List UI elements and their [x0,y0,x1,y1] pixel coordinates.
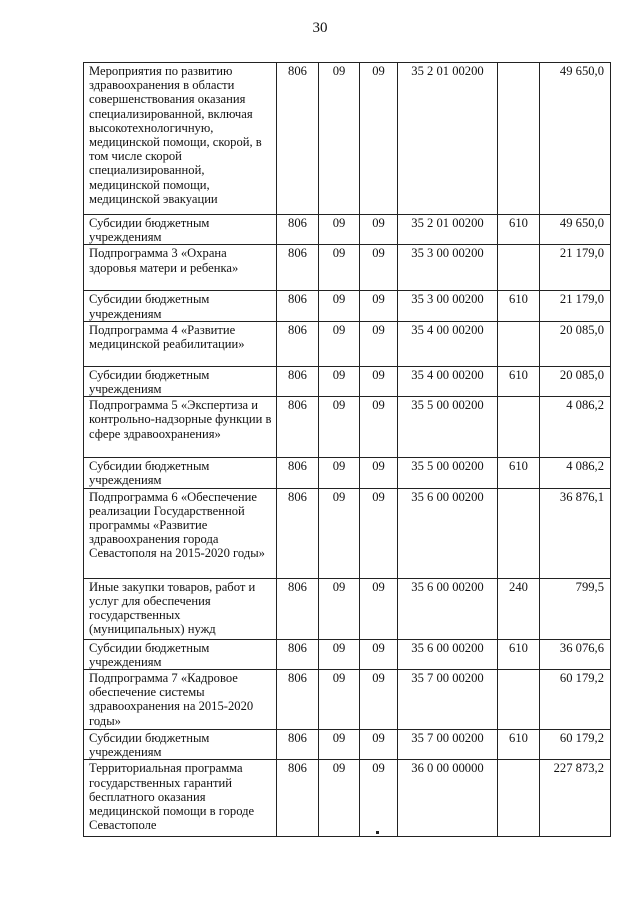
table-row [84,488,611,578]
expense-type-code [498,63,540,215]
target-article-code: 35 6 00 00200 [398,639,498,669]
row-name: Территориальная программа государственных гарантий бесплатного оказания медицинской помощи в городе Севастополе [84,760,277,837]
table-row [84,291,611,321]
target-article-code: 35 6 00 00200 [398,488,498,578]
table-row [84,670,611,730]
budget-table [83,62,611,837]
amount: 60 179,2 [540,730,611,760]
table-row [84,245,611,291]
row-name: Субсидии бюджетным учреждениям [84,730,277,760]
row-name: Иные закупки товаров, работ и услуг для обеспечения государственных (муниципальных) нужд [84,578,277,639]
subsection-code: 09 [360,670,398,730]
subsection-code: 09 [360,639,398,669]
row-name: Мероприятия по развитию здравоохранения в области совершенствования оказания специализированной, включая высокотехнологичную, медицинской помощи, скорой, в том числе скорой специализированной, медицинской помощи, медицинской эвакуации [84,63,277,215]
section-code: 09 [319,760,360,837]
target-article-code: 35 2 01 00200 [398,63,498,215]
row-name: Субсидии бюджетным учреждениям [84,215,277,245]
scan-speck [376,831,379,834]
ministry-code: 806 [277,670,319,730]
amount: 36 076,6 [540,639,611,669]
subsection-code: 09 [360,63,398,215]
ministry-code: 806 [277,245,319,291]
target-article-code: 35 5 00 00200 [398,397,498,458]
target-article-code: 35 4 00 00200 [398,366,498,396]
ministry-code: 806 [277,639,319,669]
ministry-code: 806 [277,215,319,245]
section-code: 09 [319,63,360,215]
target-article-code: 35 2 01 00200 [398,215,498,245]
section-code: 09 [319,397,360,458]
table-row [84,63,611,215]
subsection-code: 09 [360,760,398,837]
target-article-code: 35 7 00 00200 [398,670,498,730]
expense-type-code [498,488,540,578]
subsection-code: 09 [360,366,398,396]
ministry-code: 806 [277,397,319,458]
subsection-code: 09 [360,245,398,291]
ministry-code: 806 [277,63,319,215]
table-row [84,578,611,639]
amount: 49 650,0 [540,215,611,245]
table-row [84,366,611,396]
row-name: Подпрограмма 4 «Развитие медицинской реабилитации» [84,321,277,366]
section-code: 09 [319,321,360,366]
expense-type-code [498,321,540,366]
target-article-code: 35 3 00 00200 [398,245,498,291]
section-code: 09 [319,458,360,488]
ministry-code: 806 [277,321,319,366]
amount: 21 179,0 [540,245,611,291]
row-name: Подпрограмма 6 «Обеспечение реализации Государственной программы «Развитие здравоохранения города Севастополя на 2015-2020 годы» [84,488,277,578]
subsection-code: 09 [360,215,398,245]
expense-type-code: 610 [498,291,540,321]
expense-type-code: 610 [498,458,540,488]
expense-type-code: 610 [498,639,540,669]
table-row [84,730,611,760]
target-article-code: 36 0 00 00000 [398,760,498,837]
row-name: Подпрограмма 7 «Кадровое обеспечение системы здравоохранения на 2015-2020 годы» [84,670,277,730]
expense-type-code: 610 [498,366,540,396]
target-article-code: 35 7 00 00200 [398,730,498,760]
row-name: Субсидии бюджетным учреждениям [84,291,277,321]
amount: 4 086,2 [540,458,611,488]
amount: 799,5 [540,578,611,639]
section-code: 09 [319,578,360,639]
expense-type-code: 240 [498,578,540,639]
ministry-code: 806 [277,730,319,760]
section-code: 09 [319,245,360,291]
row-name: Субсидии бюджетным учреждениям [84,458,277,488]
expense-type-code [498,397,540,458]
target-article-code: 35 3 00 00200 [398,291,498,321]
row-name: Подпрограмма 3 «Охрана здоровья матери и ребенка» [84,245,277,291]
target-article-code: 35 5 00 00200 [398,458,498,488]
section-code: 09 [319,488,360,578]
subsection-code: 09 [360,321,398,366]
section-code: 09 [319,215,360,245]
ministry-code: 806 [277,488,319,578]
section-code: 09 [319,639,360,669]
subsection-code: 09 [360,291,398,321]
ministry-code: 806 [277,458,319,488]
expense-type-code [498,245,540,291]
table-row [84,639,611,669]
page-number: 30 [312,20,328,36]
amount: 20 085,0 [540,321,611,366]
expense-type-code [498,670,540,730]
section-code: 09 [319,366,360,396]
ministry-code: 806 [277,291,319,321]
ministry-code: 806 [277,578,319,639]
subsection-code: 09 [360,488,398,578]
table-row [84,321,611,366]
section-code: 09 [319,730,360,760]
target-article-code: 35 6 00 00200 [398,578,498,639]
amount: 227 873,2 [540,760,611,837]
expense-type-code [498,760,540,837]
amount: 20 085,0 [540,366,611,396]
table-row [84,215,611,245]
table-row [84,458,611,488]
row-name: Субсидии бюджетным учреждениям [84,366,277,396]
subsection-code: 09 [360,730,398,760]
ministry-code: 806 [277,366,319,396]
subsection-code: 09 [360,397,398,458]
amount: 4 086,2 [540,397,611,458]
target-article-code: 35 4 00 00200 [398,321,498,366]
expense-type-code: 610 [498,730,540,760]
ministry-code: 806 [277,760,319,837]
subsection-code: 09 [360,458,398,488]
section-code: 09 [319,670,360,730]
amount: 49 650,0 [540,63,611,215]
row-name: Подпрограмма 5 «Экспертиза и контрольно-надзорные функции в сфере здравоохранения» [84,397,277,458]
row-name: Субсидии бюджетным учреждениям [84,639,277,669]
table-row [84,397,611,458]
subsection-code: 09 [360,578,398,639]
amount: 60 179,2 [540,670,611,730]
expense-type-code: 610 [498,215,540,245]
amount: 36 876,1 [540,488,611,578]
table-row [84,760,611,837]
section-code: 09 [319,291,360,321]
amount: 21 179,0 [540,291,611,321]
